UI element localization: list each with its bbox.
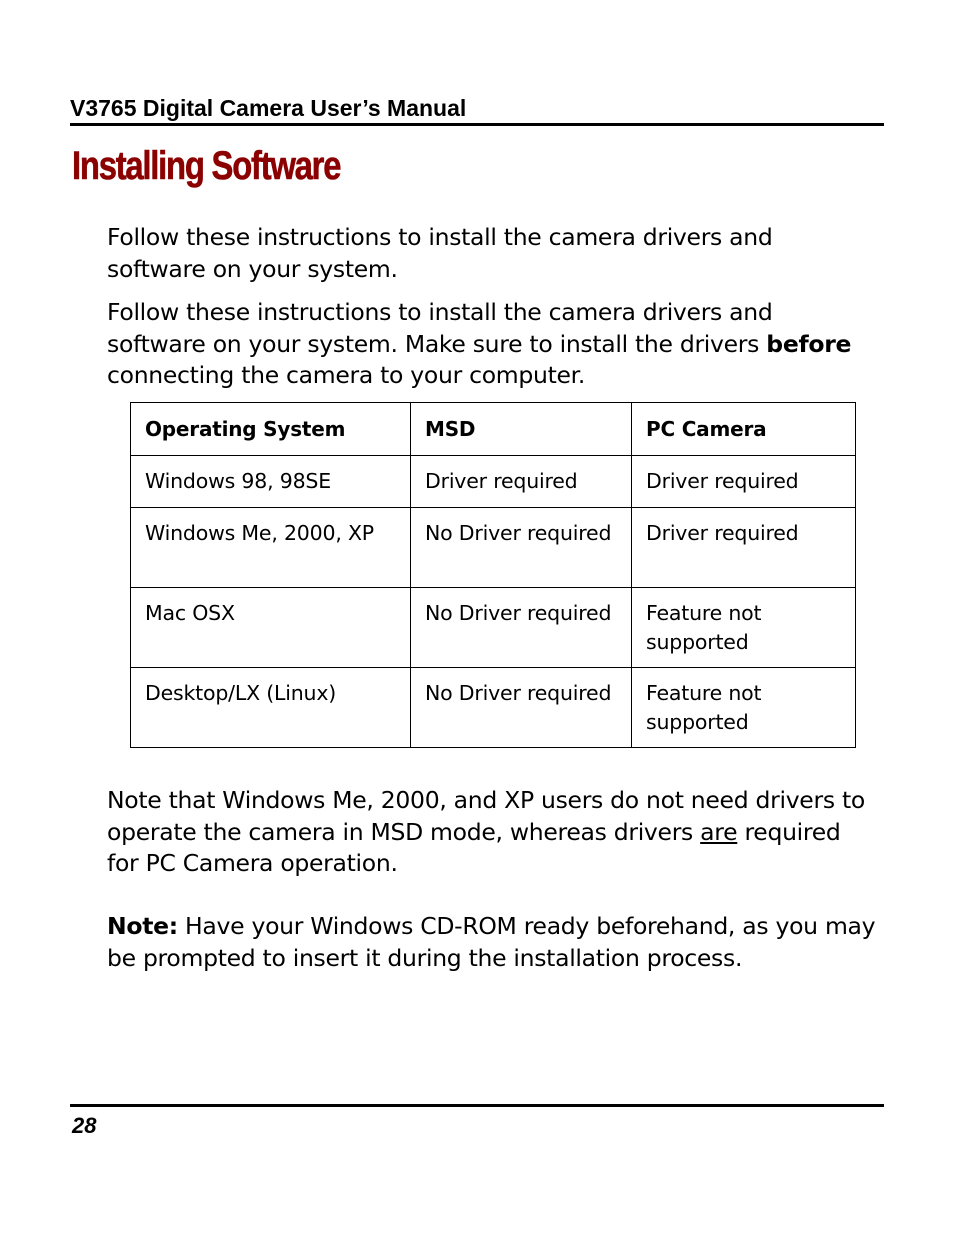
table-row xyxy=(131,456,856,508)
cdrom-note-paragraph xyxy=(107,911,877,974)
table-cell: No Driver required xyxy=(411,668,632,748)
table-cell: Windows 98, 98SE xyxy=(131,456,411,508)
table-row xyxy=(131,588,856,668)
page-footer xyxy=(70,1104,884,1141)
footer-divider xyxy=(70,1104,884,1107)
table-cell: Feature not supported xyxy=(632,588,856,668)
driver-instruction-paragraph xyxy=(107,297,877,392)
note-label: Note: xyxy=(107,912,178,940)
table-cell: Driver required xyxy=(411,456,632,508)
page-header xyxy=(70,94,884,126)
table-header-cell: PC Camera xyxy=(632,403,856,456)
windows-note-paragraph xyxy=(107,785,877,880)
section-title: Installing Software xyxy=(72,144,341,188)
table-cell: Feature not supported xyxy=(632,668,856,748)
table-header-row xyxy=(131,403,856,456)
table-cell: Windows Me, 2000, XP xyxy=(131,508,411,588)
driver-instruction-text-end: connecting the camera to your computer. xyxy=(107,361,586,389)
driver-instruction-emphasis: before xyxy=(766,329,852,358)
table-cell: Driver required xyxy=(632,456,856,508)
cdrom-note-text: Have your Windows CD-ROM ready beforehand, as you may be prompted to insert it during the installation process. xyxy=(107,912,876,972)
table-row xyxy=(131,668,856,748)
windows-note-underlined: are xyxy=(700,817,738,846)
driver-requirements-table xyxy=(130,402,856,748)
driver-instruction-text: Follow these instructions to install the camera drivers and software on your system. Make sure to install the drivers xyxy=(107,298,773,358)
manual-title: V3765 Digital Camera User’s Manual xyxy=(70,95,467,121)
table-cell: Desktop/LX (Linux) xyxy=(131,668,411,748)
table-cell: No Driver required xyxy=(411,588,632,668)
intro-paragraph: Follow these instructions to install the camera drivers and software on your system. xyxy=(107,223,773,283)
header-divider xyxy=(70,123,884,126)
table-cell: Mac OSX xyxy=(131,588,411,668)
table-cell: No Driver required xyxy=(411,508,632,588)
windows-note-text: Note that Windows Me, 2000, and XP users do not need drivers to operate the camera in MSD mode, whereas drivers xyxy=(107,786,865,846)
windows-note-text-end: required for PC Camera operation. xyxy=(107,817,841,877)
table-row xyxy=(131,508,856,588)
page-number: 28 xyxy=(72,1113,97,1138)
table-cell: Driver required xyxy=(632,508,856,588)
table-header-cell: Operating System xyxy=(131,403,411,456)
table-header-cell: MSD xyxy=(411,403,632,456)
